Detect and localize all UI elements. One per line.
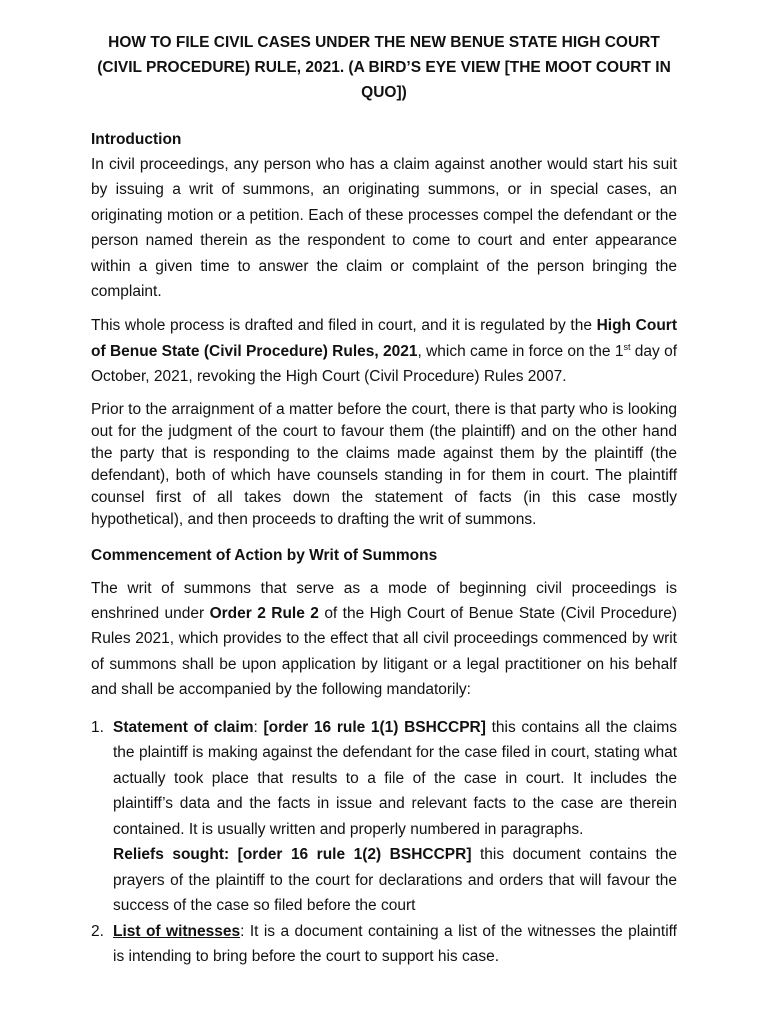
statement-of-claim-label: Statement of claim [113, 718, 254, 736]
reliefs-sought-label: Reliefs sought: [order 16 rule 1(2) BSHCCPR] [113, 846, 472, 864]
para2-text-middle: , which came in force on the 1 [417, 342, 624, 360]
list-item [91, 919, 677, 970]
reliefs-sought-text: this document contains the prayers of the plaintiff to the court for declarations and orders that will favour the success of the case so filed before the court [113, 846, 677, 915]
statement-of-claim-reference: [order 16 rule 1(1) BSHCCPR] [263, 718, 486, 736]
document-title: HOW TO FILE CIVIL CASES UNDER THE NEW BENUE STATE HIGH COURT (CIVIL PROCEDURE) RULE, 2021. (A BIRD’S EYE VIEW [THE MOOT COURT IN QUO]) [97, 34, 671, 101]
list-item-number: 2. [91, 922, 104, 940]
rules-title-bold: High Court of Benue State (Civil Procedure) Rules, 2021 [91, 317, 677, 360]
commencement-paragraph [91, 576, 677, 703]
statement-of-claim-text: this contains all the claims the plaintiff is making against the defendant for the case filed in court, stating what actually took place that results to a file of the case in court. It includes the plaintiff’s data and the facts in issue and relevant facts to the case are therein contained. It is usually written and properly numbered in paragraphs. [113, 718, 678, 838]
commencement-text-before: The writ of summons that serve as a mode of beginning civil proceedings is enshrined under [91, 579, 677, 623]
introduction-heading: Introduction [91, 131, 182, 148]
para2-text-after: day of October, 2021, revoking the High Court (Civil Procedure) Rules 2007. [91, 342, 678, 386]
ordinal-suffix: st [623, 341, 631, 352]
para2-text-before: This whole process is drafted and filed in court, and it is regulated by the [91, 317, 597, 335]
list-item-colon: : [240, 922, 250, 940]
list-of-witnesses-text: It is a document containing a list of the witnesses the plaintiff is intending to bring before the court to support his case. [113, 922, 677, 966]
order-reference-bold: Order 2 Rule 2 [209, 605, 319, 623]
introduction-paragraph-2 [91, 313, 677, 389]
commencement-text-after: of the High Court of Benue State (Civil Procedure) Rules 2021, which provides to the effect that all civil proceedings commenced by writ of summons shall be upon application by litigant or a legal practitioner on his behalf and shall be accompanied by the following mandatorily: [91, 605, 677, 699]
document-content [91, 30, 677, 970]
required-documents-list [91, 715, 677, 970]
list-item [91, 715, 677, 919]
list-of-witnesses-label: List of witnesses [113, 922, 241, 940]
commencement-heading: Commencement of Action by Writ of Summons [91, 546, 438, 564]
list-item-number: 1. [91, 718, 104, 736]
list-item-colon: : [253, 718, 264, 736]
introduction-paragraph-3: Prior to the arraignment of a matter before the court, there is that party who is looking out for the judgment of the court to favour them (the plaintiff) and on the other hand the party that is responding to the claims made against them by the plaintiff (the defendant), both of which have counsels standing in for them in court. The plaintiff counsel first of all takes down the statement of facts (in this case mostly hypothetical), and then proceeds to drafting the writ of summons. [91, 400, 677, 528]
introduction-paragraph-1: In civil proceedings, any person who has a claim against another would start his suit by issuing a writ of summons, an originating summons, or in special cases, an originating motion or a petition. Each of these processes compel the defendant or the person named therein as the respondent to come to court and enter appearance within a given time to answer the claim or complaint of the person bringing the complaint. [91, 156, 677, 301]
